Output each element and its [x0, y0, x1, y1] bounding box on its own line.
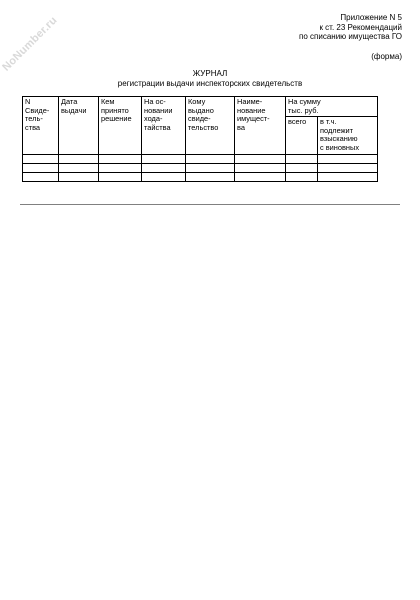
- column-header-label: На ос- новании хода- тайства: [144, 97, 173, 132]
- table-cell: [23, 173, 59, 182]
- table-cell: [318, 164, 378, 173]
- table-cell: [235, 155, 286, 164]
- table-cell: [186, 155, 235, 164]
- column-header-issue-date: [59, 97, 99, 155]
- table-cell: [59, 155, 99, 164]
- column-header-issued-to: [186, 97, 235, 155]
- appendix-line: Приложение N 5: [340, 13, 402, 22]
- table-cell: [286, 173, 318, 182]
- column-header-sum-total: [286, 117, 318, 155]
- table-row: [23, 155, 378, 164]
- form-label: (форма): [371, 52, 402, 61]
- column-header-decided-by: [99, 97, 142, 155]
- table-cell: [59, 173, 99, 182]
- column-header-certificate-number: [23, 97, 59, 155]
- table-cell: [99, 164, 142, 173]
- table-cell: [142, 155, 186, 164]
- appendix-line: по списанию имущества ГО: [299, 32, 402, 41]
- table-cell: [318, 173, 378, 182]
- table-row: [23, 173, 378, 182]
- title-subtitle: регистрации выдачи инспекторских свидетельств: [117, 78, 303, 88]
- table-cell: [99, 173, 142, 182]
- column-group-header-sum: [286, 97, 378, 117]
- column-header-label: всего: [288, 117, 307, 127]
- table-cell: [235, 173, 286, 182]
- divider-line: [20, 204, 400, 205]
- column-header-label: Кем принято решение: [101, 97, 132, 124]
- table-cell: [23, 164, 59, 173]
- title-main: ЖУРНАЛ: [192, 69, 228, 78]
- table-cell: [23, 155, 59, 164]
- column-header-property-name: [235, 97, 286, 155]
- table-cell: [99, 155, 142, 164]
- journal-table: [22, 96, 378, 182]
- table-cell: [59, 164, 99, 173]
- column-header-sum-recoverable: [318, 117, 378, 155]
- appendix-note: [299, 13, 402, 42]
- watermark: NoNumber.ru: [0, 14, 60, 74]
- table-cell: [286, 155, 318, 164]
- column-header-label: Наиме- нование имущест- ва: [237, 97, 270, 132]
- document-title: [0, 69, 420, 88]
- table-cell: [186, 173, 235, 182]
- column-header-label: Кому выдано свиде- тельство: [188, 97, 219, 132]
- column-header-petition-basis: [142, 97, 186, 155]
- table-row: [23, 164, 378, 173]
- table-cell: [318, 155, 378, 164]
- column-header-label: N Свиде- тель- ства: [25, 97, 50, 132]
- table-cell: [235, 164, 286, 173]
- table-cell: [186, 164, 235, 173]
- table-body: [23, 155, 378, 182]
- column-header-label: в т.ч. подлежит взысканию с виновных: [320, 117, 360, 152]
- appendix-line: к ст. 23 Рекомендаций: [319, 22, 402, 32]
- column-header-label: Дата выдачи: [61, 97, 87, 115]
- column-group-label: На сумму тыс. руб.: [288, 97, 321, 115]
- table-cell: [286, 164, 318, 173]
- table-cell: [142, 173, 186, 182]
- table-cell: [142, 164, 186, 173]
